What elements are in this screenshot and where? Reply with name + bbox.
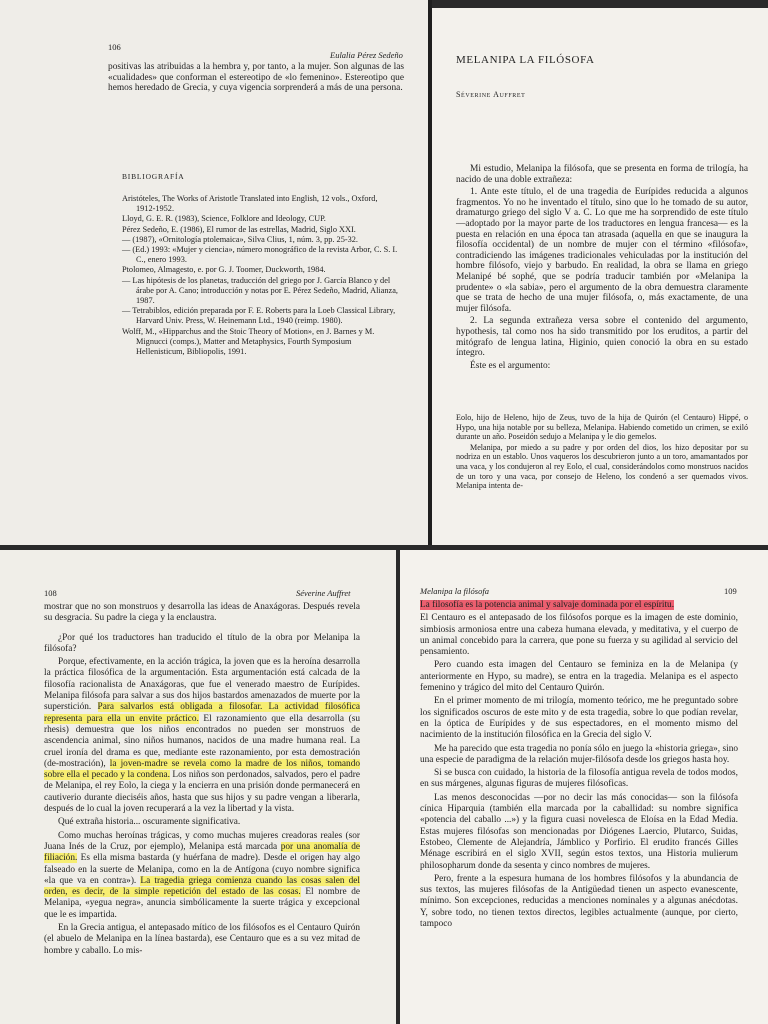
running-head: Séverine Auffret <box>296 588 351 598</box>
bib-entry: — Tetrabiblos, edición preparada por F. E. Roberts para la Loeb Classical Library, Harvard Univ. Press, W. Heinemann Ltd., 1940 (reimp. 1980). <box>122 306 396 326</box>
paragraph: 1. Ante este título, el de una tragedia de Eurípides reducida a algunos fragmentos. Yo no he inventado el título, sino que lo he tomado de su autor, dramaturgo griego del siglo V a. C. Lo que me ha sorprendido de este título —adoptado por la mayor parte de los traductores en lengua francesa— es la puesta en relación en una época tan atrasada (aquella en que se inaugura la filosofía occidental) de un nombre de mujer con el término «filósofa», contradiciendo las imágenes tradicionales vehiculadas por la institución del hombre filósofo, viejo y barbudo. En realidad, la obra se llama en griego Melanipé bé sophé, que se podría traducir también por «Melanipa la prudente» o «la sabia», pero el argumento de la obra demuestra claramente que se trata de hecho de una mujer filósofa, o, más exactamente, de una mujer filósofa. <box>456 187 748 314</box>
bib-entry: Aristóteles, The Works of Aristotle Translated into English, 12 vols., Oxford, 1912-1952. <box>122 194 378 214</box>
bib-entry: Pérez Sedeño, E. (1986), El rumor de las estrellas, Madrid, Siglo XXI. <box>122 224 356 234</box>
running-head: Eulalia Pérez Sedeño <box>330 50 403 60</box>
bib-entry: Ptolomeo, Almagesto, e. por G. J. Toomer, Duckworth, 1984. <box>122 265 326 275</box>
page-109 <box>400 550 768 1024</box>
paragraph: Porque, efectivamente, en la acción trágica, la joven que es la heroína desarrolla la práctica filosófica de la argumentación. Esta argumentación está calcada de la filosofía racionalista de Anaxágoras, que fue el venerado maestro de Eurípides. Melanipa filósofa para salvar a sus dos hijos bastardos amenazados de muerte por la superstición. Para salvarlos está obligada a filosofar. La actividad filosófica representa para ella un envite práctico. El razonamiento que ella desarrolla (su rhesis) demuestra que los niños encontrados no pueden ser monstruos de ascendencia animal, sino niños humanos, nacidos de una madre humana real. La cruel ironía del drama es que, mediante este razonamiento, por esta demostración (de-mostración), la joven-madre se revela como la madre de los niños, tomando sobre ella el pecado y la condena. Los niños son perdonados, salvados, pero el padre de Melanipa, el rey Eolo, la ciega y la encierra en una prisión donde permanecerá en cautiverio durante dieciséis años, hasta que sus hijos y su padre vengan a liberarla, después de lo cual la joven recuperará a la vez la libertad y la vista. <box>44 657 361 815</box>
quoted-argument <box>456 413 748 492</box>
chapter-author: Séverine Auffret <box>456 90 526 99</box>
paragraph: ¿Por qué los traductores han traducido el título de la obra por Melanipa la filósofa? <box>44 632 360 654</box>
quote-paragraph: Melanipa, por miedo a su padre y por orden del dios, los hizo depositar por su nodriza en un establo. Unos vaqueros los descubrieron junto a un toro, amamantados por una vaca, y los condujeron al rey Eolo, el cual, considerándolos como monstruos nacidos de un toro y una vaca, por consejo de Heleno, los condenó a ser quemados vivos. Melanipa intenta de- <box>456 442 748 491</box>
bib-entry: — (1987), «Ornitología ptolemaica», Silva Clius, 1, núm. 3, pp. 25-32. <box>122 234 358 244</box>
top-paragraph: positivas las atribuidas a la hembra y, por tanto, a la mujer. Son algunas de las «cualidades» que conforman el estereotipo de «lo femenino». Estereotipo que hemos heredado de Grecia, y cuya vigencia sorprenderá a más de una persona. <box>108 62 404 94</box>
paragraph: Como muchas heroínas trágicas, y como muchas mujeres creadoras reales (sor Juana Inés de la Cruz, por ejemplo), Melanipa está marcada por una anomalía de filiación. Es ella misma bastarda (y huérfana de madre). Desde el origen hay algo falseado en la suerte de Melanipa, como en la de Antígona (cuyo nombre significa «la que va en contra»). La tragedia griega comienza cuando las cosas salen del orden, es decir, de la simple repetición del estado de las cosas. El nombre de Melanipa, «yegua negra», anuncia simbólicamente la suerte trágica y excepcional que le es impartida. <box>44 830 361 920</box>
paragraph: Mi estudio, Melanipa la filósofa, que se presenta en forma de trilogía, ha nacido de una doble extrañeza: <box>456 164 748 185</box>
paragraph: En la Grecia antigua, el antepasado mítico de los filósofos es el Centauro Quirón (el abuelo de Melanipa en la línea bastarda), ese Centauro que es a su vez mitad de hombre y caballo. Lo mis- <box>44 923 360 956</box>
paragraph: Si se busca con cuidado, la historia de la filosofía antigua revela de todos modos, en sus márgenes, algunas figuras de mujeres filósoficas. <box>420 768 738 790</box>
bib-entry: Wolff, M., «Hipparchus and the Stoic Theory of Motion», en J. Barnes y M. Mignucci (comps.), Matter and Metaphysics, Fourth Symposium Hellenisticum, Bibliopolis, 1991. <box>122 326 375 357</box>
body-text <box>44 602 360 959</box>
paragraph: El Centauro es el antepasado de los filósofos porque es la imagen de este dominio, simbiosis armoniosa entre una cabeza humana elevada, y meditativa, y el cuerpo de un animal concebido para la carrera, que pone su fuerza y su agilidad al servicio del pensamiento. <box>420 613 738 658</box>
paragraph: En el primer momento de mi trilogía, momento teórico, me he preguntado sobre los significados oscuros de este mito y de esta tragedia, sobre lo que podían revelar, en la óptica de Eurípides y de sus espectadores, en el momento mismo del nacimiento de la institución filosófica en la Grecia del siglo V. <box>420 696 738 741</box>
body-text <box>456 164 748 373</box>
bib-entry: Lloyd, G. E. R. (1983), Science, Folklore and Ideology, CUP. <box>122 214 326 224</box>
paragraph: Pero cuando esta imagen del Centauro se feminiza en la de Melanipa (y anteriormente en Hypo, su madre), se entra en la tragedia. Melanipa es el aspecto femenino y trágico del mito del Centauro Quirón. <box>420 660 738 694</box>
paragraph: Pero, frente a la espesura humana de los hombres filósofos y la abundancia de sus textos, las mujeres filósofas de la Antigüedad tienen un aspecto evanescente, mínimo. Son excepciones, reducidas a menciones nominales y a algunas anécdotas. Y, sobre todo, no tienen textos directos, legibles actualmente (aunque, por cierto, tampoco <box>420 873 738 930</box>
highlight: la joven-madre se revela como la madre de los niños, tomando sobre ella el pecado y la condena. <box>44 758 360 781</box>
bibliography-heading: BIBLIOGRAFÍA <box>122 172 185 181</box>
chapter-title: MELANIPA LA FILÓSOFA <box>456 54 595 66</box>
bibliography-list <box>122 194 398 357</box>
highlight: Para salvarlos está obligada a filosofar. La actividad filosófica representa para ella un envite práctico. <box>44 702 361 724</box>
page-number: 108 <box>44 588 57 598</box>
red-highlight: La filosofía es la potencia animal y salvaje dominada por el espíritu. <box>420 600 675 610</box>
paragraph: Éste es el argumento: <box>470 360 551 371</box>
page-number: 109 <box>724 586 737 596</box>
paragraph <box>420 600 738 611</box>
bib-entry: — Las hipótesis de los planetas, traducción del griego por J. García Blanco y del árabe por A. Cano; introducción y notas por E. Pérez Sedeño, Madrid, Alianza, 1987. <box>122 275 398 306</box>
page-107 <box>432 8 768 545</box>
paragraph: Me ha parecido que esta tragedia no ponía sólo en juego la «historia griega», sino una especie de paradigma de la relación mujer-filósofa desde los griegos hasta hoy. <box>420 743 738 765</box>
paragraph: 2. La segunda extrañeza versa sobre el contenido del argumento, hypothesis, tal como nos ha sido transmitido por los eruditos, a partir del mitógrafo de lengua latina, Higinio, quien conoció la obra en su estado íntegro. <box>456 316 748 359</box>
highlight: La tragedia griega comienza cuando las cosas salen del orden, es decir, de la simple repetición del estado de las cosas. <box>44 875 360 898</box>
running-head: Melanipa la filósofa <box>420 586 489 596</box>
paragraph: mostrar que no son monstruos y desarrolla las ideas de Anaxágoras. Después revela su desgracia. Su padre la ciega y la enclaustra. <box>44 602 360 624</box>
paragraph: Qué extraña historia... oscuramente significativa. <box>58 817 241 828</box>
paragraph: Las menos desconocidas —por no decir las más conocidas— son la filósofa cínica Hiparquia (también ella marcada por la caballidad: su nombre significa «potencia del caballo ...») y la figura cuasi novelesca de Eloísa en la Edad Media. Estas mujeres filósofas son mencionadas por Diógenes Laercio, Plutarco, Suidas, Estobeo, Clemente de Alejandría, Jámblico y Porfirio. El erudito francés Gilles Ménage escribirá en el siglo XVII, según estos textos, una Historia mulierum philosopharum donde da sesenta y cinco nombres de mujeres. <box>420 792 738 871</box>
quote-paragraph: Eolo, hijo de Heleno, hijo de Zeus, tuvo de la hija de Quirón (el Centauro) Hippé, o Hypo, una hija notable por su belleza, Melanipa. Habiendo cometido un crimen, se exiló durante un año. Poseidón sedujo a Melanipa y le dio gemelos. <box>456 413 748 442</box>
page-number: 106 <box>108 42 121 52</box>
page-106 <box>0 0 428 545</box>
body-text <box>420 600 738 932</box>
highlight: por una anomalía de filiación. <box>44 841 361 864</box>
page-108 <box>0 550 396 1024</box>
bib-entry: — (Ed.) 1993: «Mujer y ciencia», número monográfico de la revista Arbor, C. S. I. C., enero 1993. <box>122 245 398 265</box>
